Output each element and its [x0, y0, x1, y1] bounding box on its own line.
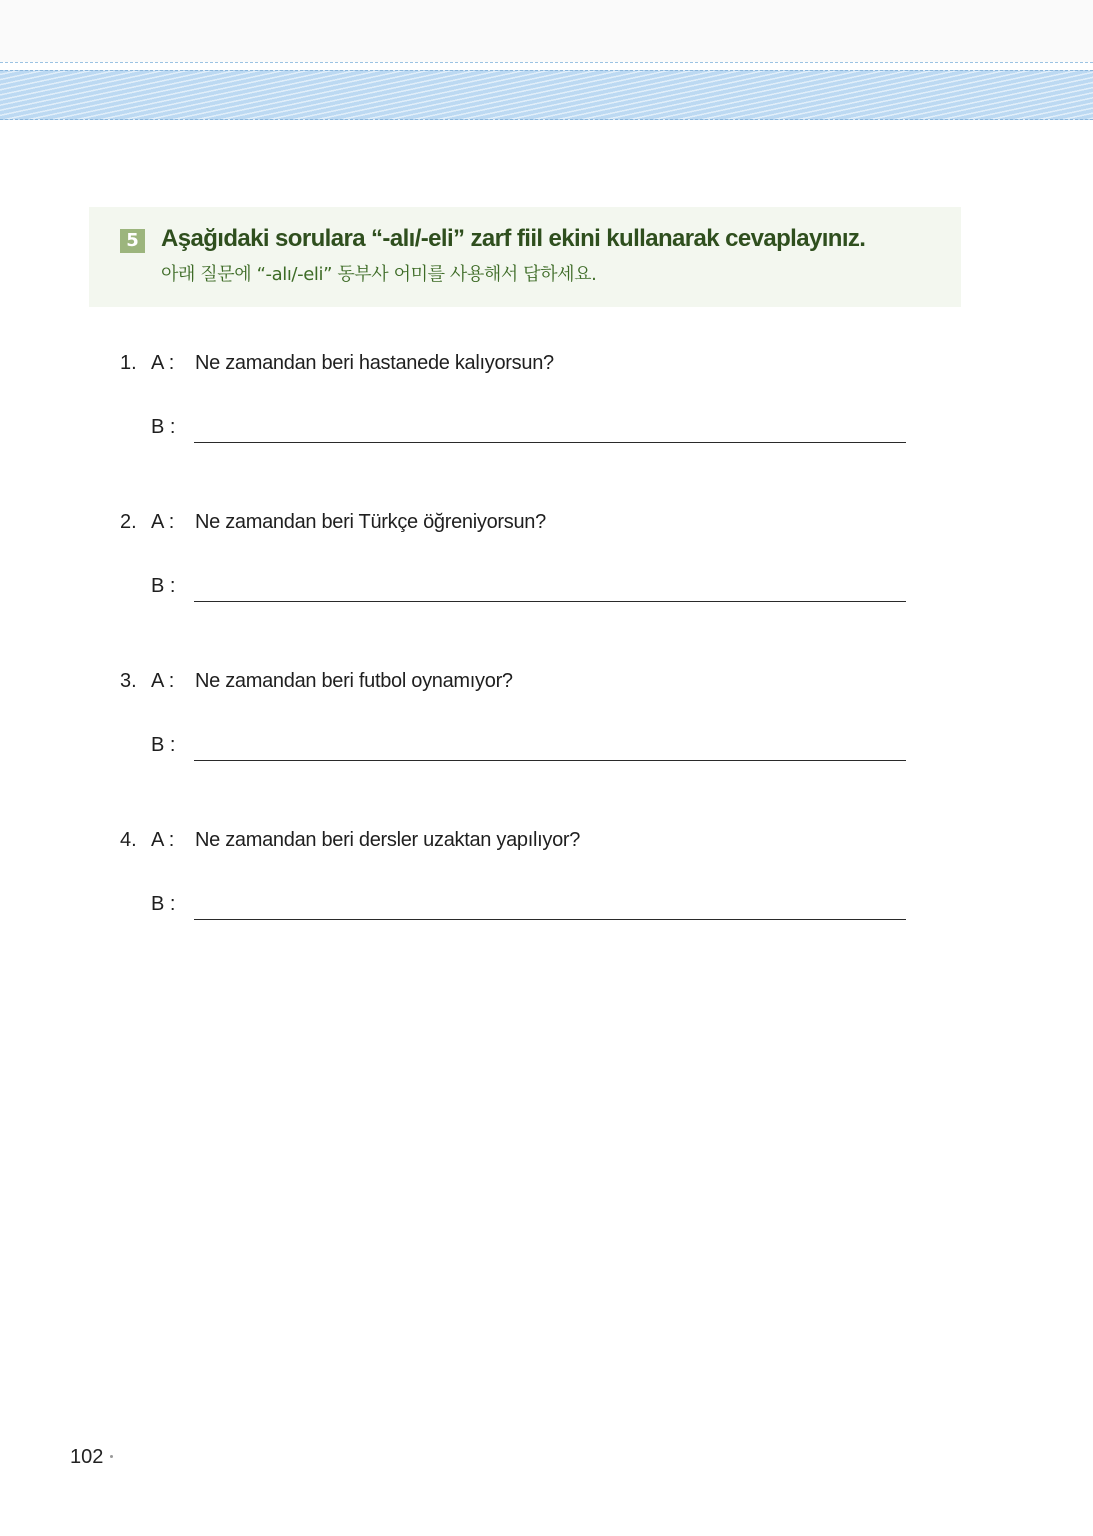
speaker-b-label: B : — [151, 893, 176, 915]
speaker-b-label: B : — [151, 734, 176, 756]
question-number: 3. — [120, 670, 137, 692]
speaker-a-label: A : — [151, 511, 175, 533]
page-number-dot — [110, 1455, 113, 1458]
instruction-subtitle: 아래 질문에 “-alı/-eli” 동부사 어미를 사용해서 답하세요. — [161, 264, 597, 285]
instruction-box — [89, 207, 961, 307]
exercise-number-badge: 5 — [120, 229, 145, 253]
question-text: Ne zamandan beri hastanede kalıyorsun? — [195, 352, 554, 374]
question-text: Ne zamandan beri futbol oynamıyor? — [195, 670, 513, 692]
question-item — [0, 670, 1093, 790]
speaker-b-label: B : — [151, 416, 176, 438]
speaker-b-label: B : — [151, 575, 176, 597]
answer-line[interactable] — [194, 601, 906, 602]
speaker-a-label: A : — [151, 829, 175, 851]
question-item — [0, 352, 1093, 472]
speaker-a-label: A : — [151, 670, 175, 692]
top-dashed-divider — [0, 62, 1093, 63]
question-number: 4. — [120, 829, 137, 851]
question-number: 2. — [120, 511, 137, 533]
instruction-title: Aşağıdaki sorulara “-alı/-eli” zarf fiil ekini kullanarak cevaplayınız. — [161, 225, 866, 252]
question-text: Ne zamandan beri dersler uzaktan yapılıyor? — [195, 829, 581, 851]
question-text: Ne zamandan beri Türkçe öğreniyorsun? — [195, 511, 546, 533]
question-item — [0, 511, 1093, 631]
page-top-band — [0, 0, 1093, 62]
answer-line[interactable] — [194, 442, 906, 443]
answer-line[interactable] — [194, 760, 906, 761]
question-number: 1. — [120, 352, 137, 374]
page-number: 102 — [70, 1446, 104, 1468]
header-stripe-band — [0, 70, 1093, 120]
answer-line[interactable] — [194, 919, 906, 920]
question-item — [0, 829, 1093, 949]
speaker-a-label: A : — [151, 352, 175, 374]
